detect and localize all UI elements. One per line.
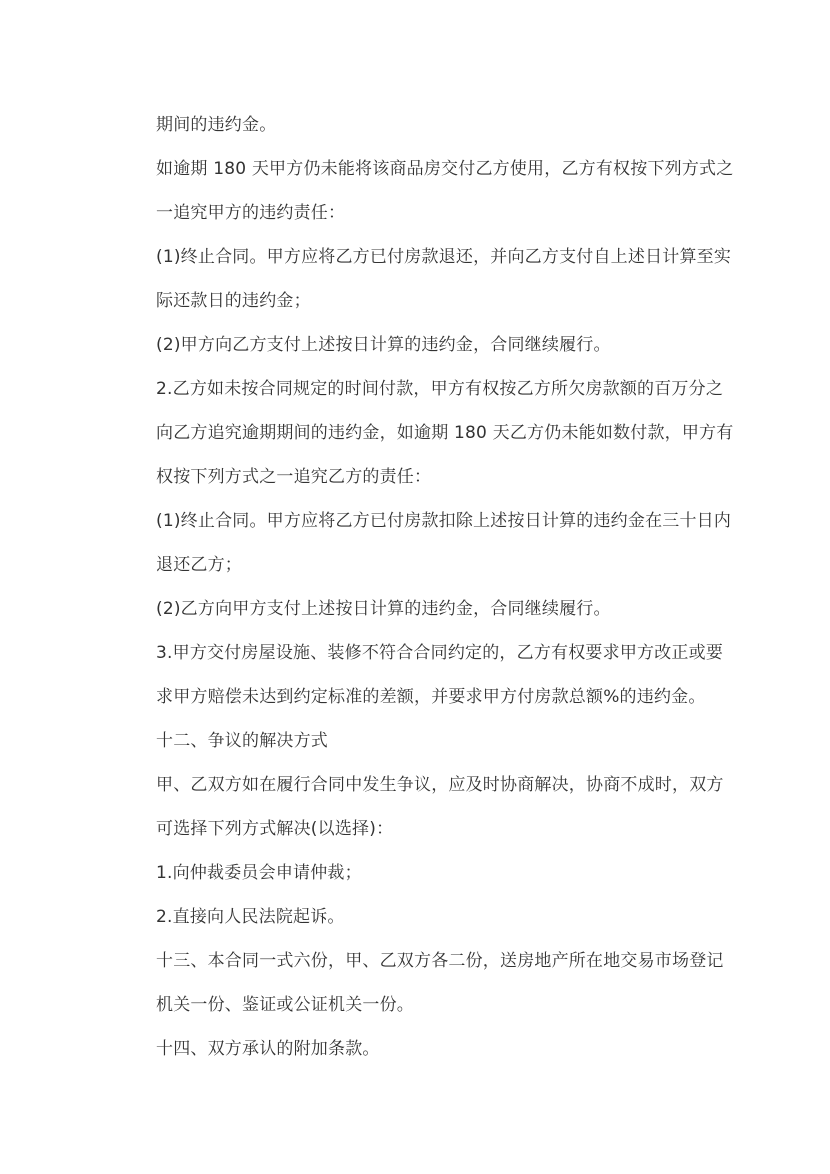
section-heading: 十四、双方承认的附加条款。 — [156, 1039, 380, 1059]
text-line: 际还款日的违约金； — [156, 291, 311, 311]
text-line: (2)甲方向乙方支付上述按日计算的违约金，合同继续履行。 — [156, 335, 611, 355]
text-line: (2)乙方向甲方支付上述按日计算的违约金，合同继续履行。 — [156, 599, 611, 619]
text-line: 一追究甲方的违约责任： — [156, 203, 346, 223]
section-heading: 十二、争议的解决方式 — [156, 731, 328, 751]
text-line: 机关一份、鉴证或公证机关一份。 — [156, 995, 414, 1015]
text-line: 退还乙方； — [156, 555, 242, 575]
text-line: 2.乙方如未按合同规定的时间付款，甲方有权按乙方所欠房款额的百万分之 — [156, 379, 724, 399]
document-body — [156, 103, 734, 1071]
text-line: (1)终止合同。甲方应将乙方已付房款退还，并向乙方支付自上述日计算至实 — [156, 247, 732, 267]
text-line: 向乙方追究逾期期间的违约金，如逾期 180 天乙方仍未能如数付款，甲方有 — [156, 423, 734, 443]
text-line: 权按下列方式之一追究乙方的责任： — [156, 467, 432, 487]
text-line: 可选择下列方式解决(以选择)： — [156, 819, 394, 839]
text-line: 3.甲方交付房屋设施、装修不符合合同约定的，乙方有权要求甲方改正或要 — [156, 643, 724, 663]
text-line: (1)终止合同。甲方应将乙方已付房款扣除上述按日计算的违约金在三十日内 — [156, 511, 732, 531]
text-line: 如逾期 180 天甲方仍未能将该商品房交付乙方使用，乙方有权按下列方式之 — [156, 159, 734, 179]
text-line: 求甲方赔偿未达到约定标准的差额，并要求甲方付房款总额%的违约金。 — [156, 687, 706, 707]
text-line: 1.向仲裁委员会申请仲裁； — [156, 863, 362, 883]
section-heading: 十三、本合同一式六份，甲、乙双方各二份，送房地产所在地交易市场登记 — [156, 951, 724, 971]
text-line: 甲、乙双方如在履行合同中发生争议，应及时协商解决，协商不成时，双方 — [156, 775, 724, 795]
text-line: 2.直接向人民法院起诉。 — [156, 907, 345, 927]
text-line: 期间的违约金。 — [156, 115, 277, 135]
